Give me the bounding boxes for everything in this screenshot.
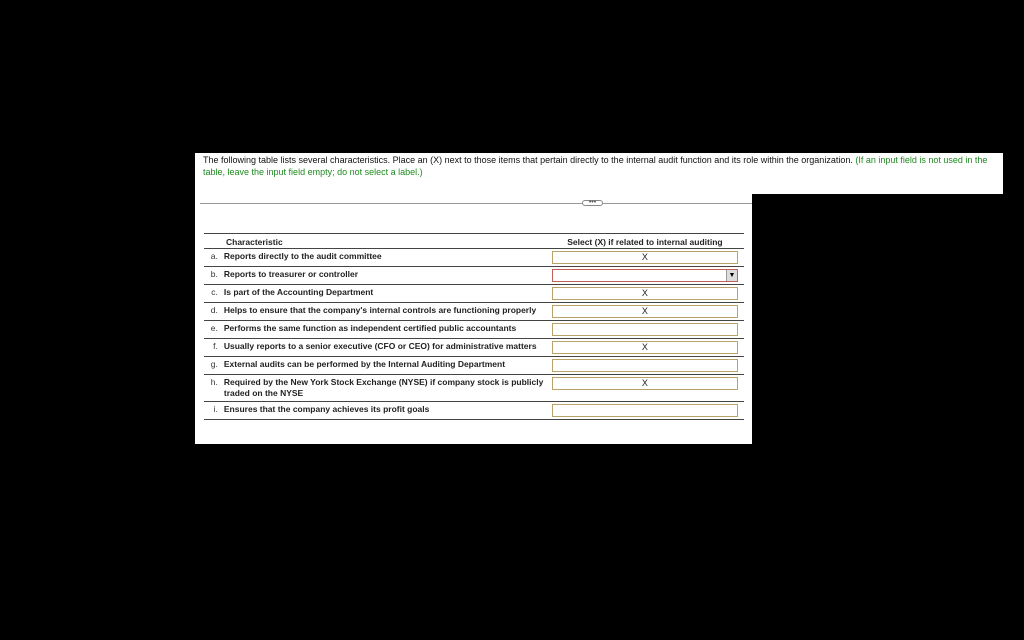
table-row	[204, 249, 744, 267]
select-field-e[interactable]	[552, 323, 738, 336]
row-letter: g.	[204, 357, 222, 375]
row-characteristic: Reports to treasurer or controller	[222, 267, 546, 285]
column-header-select: Select (X) if related to internal auditing	[546, 234, 744, 249]
instructions	[195, 153, 1003, 194]
row-letter: b.	[204, 267, 222, 285]
dropdown-arrow-icon[interactable]: ▼	[726, 270, 737, 281]
table-row	[204, 321, 744, 339]
row-letter: d.	[204, 303, 222, 321]
instructions-hint: (If an input field is not used in the table, leave the input field empty; do not select a label.)	[203, 155, 988, 177]
instructions-text: The following table lists several characteristics. Place an (X) next to those items that pertain directly to the internal audit function and its role within the organization.	[203, 155, 853, 165]
table-row	[204, 267, 744, 285]
table-row	[204, 285, 744, 303]
table-row	[204, 375, 744, 402]
select-field-c[interactable]: X	[552, 287, 738, 300]
row-characteristic: Ensures that the company achieves its profit goals	[222, 402, 546, 420]
row-letter: e.	[204, 321, 222, 339]
select-field-g[interactable]	[552, 359, 738, 372]
row-characteristic: Is part of the Accounting Department	[222, 285, 546, 303]
row-characteristic: Performs the same function as independent certified public accountants	[222, 321, 546, 339]
row-characteristic: Usually reports to a senior executive (CFO or CEO) for administrative matters	[222, 339, 546, 357]
select-field-i[interactable]	[552, 404, 738, 417]
row-letter: h.	[204, 375, 222, 402]
characteristics-table	[204, 233, 744, 420]
select-field-d[interactable]: X	[552, 305, 738, 318]
table-row	[204, 402, 744, 420]
table-row	[204, 357, 744, 375]
row-letter: a.	[204, 249, 222, 267]
row-letter: c.	[204, 285, 222, 303]
expand-toggle[interactable]: •••	[582, 200, 603, 206]
question-panel	[195, 194, 752, 444]
row-characteristic: Helps to ensure that the company's internal controls are functioning properly	[222, 303, 546, 321]
divider	[200, 203, 752, 204]
select-field-a[interactable]: X	[552, 251, 738, 264]
row-characteristic: Required by the New York Stock Exchange (NYSE) if company stock is publicly traded on the NYSE	[222, 375, 546, 402]
table-row	[204, 303, 744, 321]
table-row	[204, 339, 744, 357]
select-field-f[interactable]: X	[552, 341, 738, 354]
row-characteristic: External audits can be performed by the Internal Auditing Department	[222, 357, 546, 375]
row-letter: f.	[204, 339, 222, 357]
select-field-b[interactable]	[552, 269, 738, 282]
row-letter: i.	[204, 402, 222, 420]
column-header-characteristic: Characteristic	[204, 234, 546, 249]
row-characteristic: Reports directly to the audit committee	[222, 249, 546, 267]
table-header-row	[204, 234, 744, 249]
select-field-h[interactable]: X	[552, 377, 738, 390]
